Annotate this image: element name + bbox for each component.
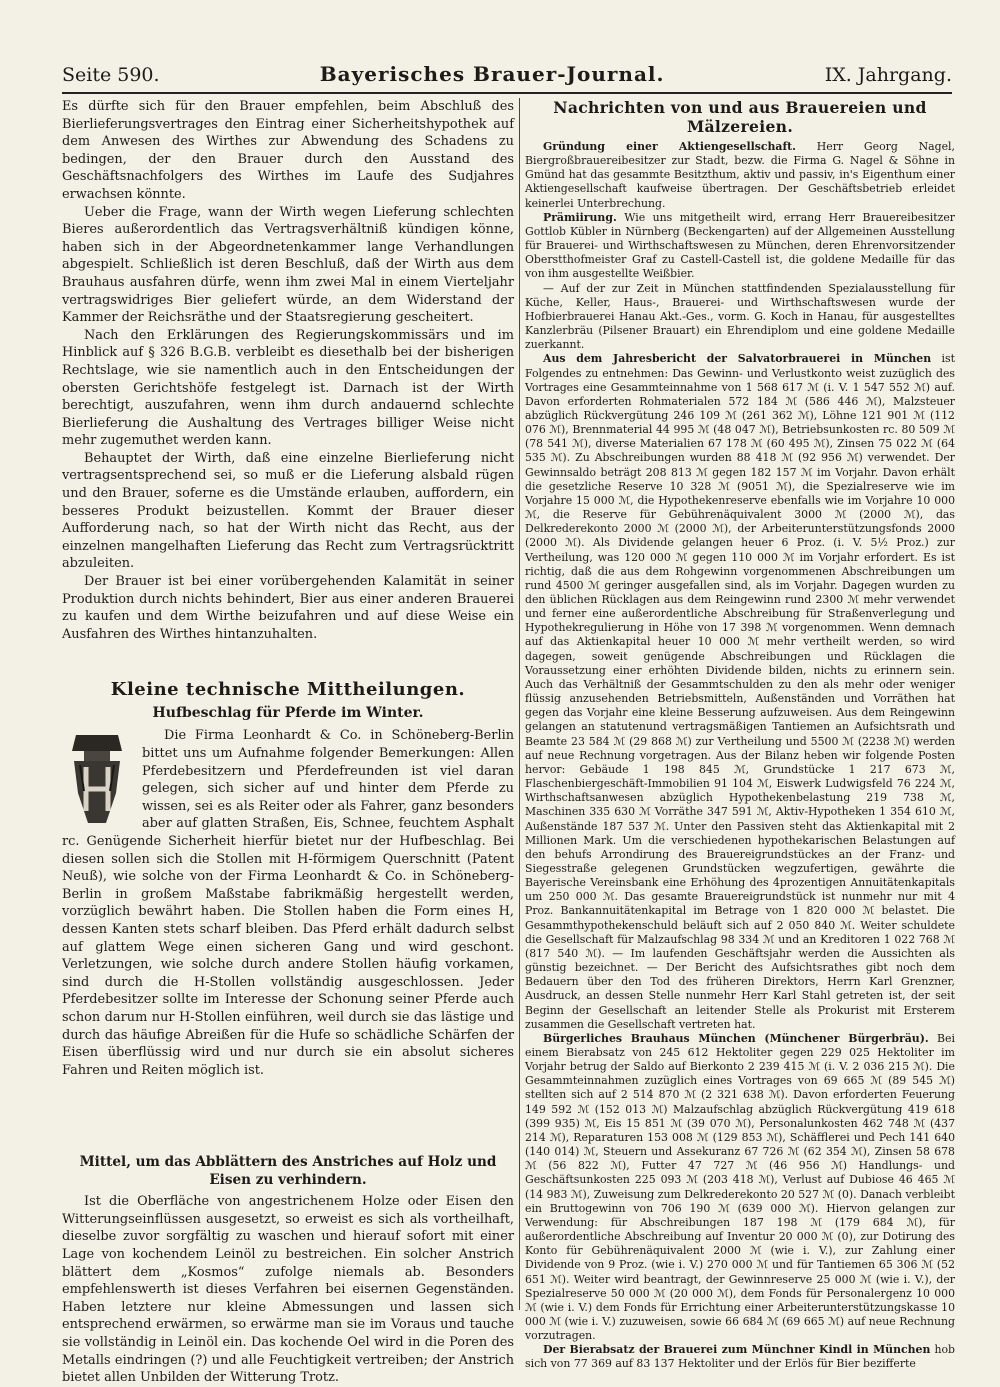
article-heading: Mittel, um das Abblättern des Anstriches auf Holz und Eisen zu verhindern. (79, 1154, 497, 1189)
volume-label: IX. Jahrgang. (824, 64, 952, 86)
news-item-text: hob sich von 77 369 auf 83 137 Hektoliter und der Erlös für Bier bezifferte (525, 1343, 955, 1371)
article-paragraph: Ist die Oberfläche von angestrichenem Holze oder Eisen den Witterungseinflüssen ausgesetzt, so erweist es sich als vortheilhaft, dieselbe zuvor sorgfältig zu waschen und hierauf sofort mit einer Lage von kochendem Leinöl zu bestreichen. Ein solcher Anstrich blättert dem „Kosmos“ zufolge niemals ab. Besonders empfehlenswerth ist dieses Verfahren bei eisernen Gegenständen. Haben letztere nur kleine Abmessungen und lassen sich entsprechend erwärmen, so erwärme man sie im Voraus und tauche sie vollständig in Leinöl ein. Das kochende Oel wird in die Poren des Metalls eindringen (?) und alle Feuchtigkeit vertreiben; der Anstrich bietet allen Unbilden der Witterung Trotz. (62, 1194, 514, 1386)
section-heading: Nachrichten von und aus Brauereien und Mälzereien. (553, 98, 927, 136)
news-item-lead: Bürgerliches Brauhaus München (Münchener Bürgerbräu). (543, 1031, 929, 1045)
right-column (525, 98, 955, 1371)
news-item (525, 140, 955, 211)
column-divider (519, 98, 520, 1310)
article-paragraph: Es dürfte sich für den Brauer empfehlen, beim Abschluß des Bierlieferungsvertrages den Eintrag einer Sicherheitshypothek auf dem Anwesen des Wirthes zur Abwendung des Schadens zu bedingen, der den Brauer durch den Ausstand des Geschäftsnachfolgers des Wirthes im Laufe des Sudjahres erwachsen könnte. (62, 99, 514, 202)
article-paragraph: Behauptet der Wirth, daß eine einzelne Bierlieferung nicht vertragsentsprechend sei, so muß er die Lieferung alsbald rügen und den Brauer, soferne es die Umstände erlauben, auffordern, ein besseres Produkt beizustellen. Kommt der Brauer dieser Aufforderung nach, so hat der Wirth nicht das Recht, aus der einzelnen mangelhaften Lieferung das Recht zum Vertragsrücktritt abzuleiten. (62, 450, 514, 572)
news-item-text: — Auf der zur Zeit in München stattfindenden Spezialausstellung für Küche, Keller, Haus-, Brauerei- und Wirthschaftswesen wurde der Hofbierbrauerei Hanau Akt.-Ges., vorm. G. Koch in Hanau, für ausgestelltes Kanzlerbräu (Pilsener Brauart) ein Ehrendiplom und eine goldene Medaille zuerkannt. (525, 281, 955, 352)
news-item (525, 352, 955, 1032)
news-item-text: Wie uns mitgetheilt wird, errang Herr Brauereibesitzer Gottlob Kübler in Nürnberg (Beckengarten) auf der Allgemeinen Ausstellung für Brauerei- und Wirthschaftswesen zu München, deren Ehrenvorsitzender Oberstthofmeister Graf zu Castell-Castell ist, die goldene Medaille für das von ihm ausgestellte Weißbier. (525, 210, 955, 281)
news-item-text: Herr Georg Nagel, Biergroßbrauereibesitzer zur Stadt, bezw. die Firma G. Nagel & Söhne in Gmünd hat das gesammte Besitzthum, aktiv und passiv, in's Eigenthum einer Aktiengesellschaft kaufweise übertragen. Der Geschäftsbetrieb erleidet keinerlei Unterbrechung. (525, 140, 955, 210)
news-item-lead: Der Bierabsatz der Brauerei zum Münchner Kindl in München (543, 1343, 931, 1357)
news-item-lead: Gründung einer Aktiengesellschaft. (543, 140, 796, 153)
news-item-text: ist Folgendes zu entnehmen: Das Gewinn- und Verlustkonto weist zuzüglich des Vortrages eine Gesammteinnahme von 1 568 617 ℳ (i. V. 1 547 552 ℳ) auf. Davon erforderten Rohmaterialen 572 184 ℳ (586 446 ℳ), Malzsteuer abzüglich Rückvergütung 246 109 ℳ (261 362 ℳ), Löhne 121 901 ℳ (112 076 ℳ), Brennmaterial 44 995 ℳ (48 047 ℳ), Betriebsunkosten rc. 80 509 ℳ (78 541 ℳ), diverse Materialien 67 178 ℳ (60 495 ℳ), Zinsen 75 022 ℳ (64 535 ℳ). Zu Abschreibungen wurden 88 418 ℳ (92 956 ℳ) verwendet. Der Gewinnsaldo beträgt 208 813 ℳ gegen 182 157 ℳ im Vorjahr. Davon erhält die gesetzliche Reserve 10 328 ℳ (9051 ℳ), die Spezialreserve wie im Vorjahre 15 000 ℳ, die Hypothekenreserve ebenfalls wie im Vorjahre 10 000 ℳ, die Reserve für Gebührenäquivalent 3000 ℳ (2000 ℳ), das Delkrederekonto 2000 ℳ (2000 ℳ), der Arbeiterunterstützungsfonds 2000 (2000 ℳ). Als Dividende gelangen heuer 6 Proz. (i. V. 5½ Proz.) zur Vertheilung, was 120 000 ℳ gegen 110 000 ℳ im Vorjahr erfordert. Es ist richtig, daß die aus dem Rohgewinn vorgenommenen Abschreibungen um rund 4500 ℳ geringer ausgefallen sind, als im Vorjahr. Dagegen wurden zu den üblichen Rücklagen aus dem Reingewinn rund 2300 ℳ mehr verwendet und ferner eine außerordentliche Abschreibung für Straßenverlegung und Hypothekregulierung in Höhe von 17 398 ℳ vorgenommen. Wenn demnach auf das Aktienkapital heuer 10 000 ℳ mehr vertheilt werden, so wird dagegen, soweit genügende Abschreibungen und Rücklagen die Voraussetzung einer erhöhten Dividende bilden, nichts zu erinnern sein. Auch das Verhältniß der Gesammtschulden zu den als mehr oder weniger flüssig anzusehenden Betriebsmitteln, Außenständen und Vorräthen hat gegen das Vorjahr eine kleine Besserung aufzuweisen. Aus dem Reingewinn gelangen an statutenund vertragsmäßigen Tantiemen an Aufsichtsrath und Beamte 23 584 ℳ (29 868 ℳ) zur Vertheilung und 5500 ℳ (2238 ℳ) werden auf neue Rechnung vorgetragen. Aus der Bilanz heben wir folgende Posten hervor: Gebäude 1 198 845 ℳ, Grundstücke 1 217 673 ℳ, Flaschenbiergeschäft-Immobilien 91 104 ℳ, Eiswerk Ludwigsfeld 76 224 ℳ, Wirthschaftsanwesen abzüglich Hypothekenbelastung 219 738 ℳ, Maschinen 335 630 ℳ Vorräthe 347 591 ℳ, Aktiv-Hypotheken 1 354 610 ℳ, Außenstände 187 537 ℳ. Unter den Passiven steht das Aktienkapital mit 2 Millionen Mark. Um die verschiedenen hypothekarischen Belastungen auf den behufs Arrondirung des Brauereigrundstückes an der Franz- und Siegesstraße gelegenen Grundstücken wegzufertigen, gewährte die Bayerische Vereinsbank eine Erhöhung des 4prozentigen Annuitätenkapitals um 250 000 ℳ. Das gesamte Brauereigrundstück ist nunmehr nur mit 4 Proz. Bankannuitätenkapital im Betrage von 1 820 000 ℳ belastet. Die Gesammthypothekenschuld beläuft sich auf 2 050 840 ℳ. Weiter schuldete die Gesellschaft für Malzaufschlag 98 334 ℳ und an Kreditoren 1 022 768 ℳ (817 540 ℳ). — Im laufenden Geschäftsjahr werden die Aussichten als günstig bezeichnet. — Der Bericht des Aufsichtsrathes gibt noch dem Bedauern über den Tod des früheren Direktors, Herrn Karl Grenzner, Ausdruck, an dessen Stelle nunmehr Herr Karl Stahl getreten ist, der seit Beginn der Gesellschaft an leitender Stelle als Prokurist mit Ersterem zusammen die Gesellschaft vertreten hat. (525, 352, 955, 1031)
page-header (62, 62, 952, 92)
article-paragraph: Ueber die Frage, wann der Wirth wegen Lieferung schlechten Bieres außerordentlich das Vertragsverhältniß kündigen könne, haben sich in der Abgeordnetenkammer lange Verhandlungen abgespielt. Schließlich ist deren Beschluß, daß der Wirth aus dem Brauhaus ausfahren dürfe, wenn ihm zwei Mal in einem Vierteljahr vertragswidriges Bier geliefert würde, an dem Widerstand der Kammer der Reichsräthe und der Staatsregierung gescheitert. (62, 204, 514, 326)
left-column (62, 98, 514, 1386)
section-heading: Kleine technische Mittheilungen. (110, 679, 466, 701)
page-number: Seite 590. (62, 64, 160, 86)
article-subheading: Hufbeschlag für Pferde im Winter. (152, 705, 424, 722)
news-item (525, 1343, 955, 1371)
news-item (525, 282, 955, 353)
news-item-lead: Prämiirung. (543, 210, 617, 224)
horseshoe-stud-illustration (62, 731, 132, 827)
article-paragraph: Nach den Erklärungen des Regierungskommissärs und im Hinblick auf § 326 B.G.B. verbleibt es diesethalb bei der bisherigen Rechtslage, wie sie namentlich auch in den Entscheidungen der obersten Gerichtshöfe festgelegt ist. Darnach ist der Wirth berechtigt, auszufahren, wenn ihm durch andauernd schlechte Bierlieferung die Aushaltung des Vertrages billiger Weise nicht mehr zugemuthet werden kann. (62, 327, 514, 449)
news-item-text: Bei einem Bierabsatz von 245 612 Hektoliter gegen 229 025 Hektoliter im Vorjahr betrug der Saldo auf Bierkonto 2 239 415 ℳ (i. V. 2 036 215 ℳ). Die Gesammteinnahmen zuzüglich eines Vortrages von 69 665 ℳ (89 545 ℳ) stellten sich auf 2 514 870 ℳ (2 321 638 ℳ). Davon erforderten Feuerung 149 592 ℳ (152 013 ℳ) Malzaufschlag abzüglich Rückvergütung 419 618 (399 935) ℳ, Eis 15 851 ℳ (39 070 ℳ), Personalunkosten 462 748 ℳ (437 214 ℳ), Reparaturen 153 008 ℳ (129 853 ℳ), Schäfflerei und Pech 141 640 (140 014) ℳ, Steuern und Assekuranz 67 726 ℳ (62 354 ℳ), Zinsen 58 678 ℳ (56 822 ℳ), Futter 47 727 ℳ (46 956 ℳ) Handlungs- und Geschäftsunkosten 225 093 ℳ (203 418 ℳ), Verlust auf Dubiose 46 465 ℳ (14 983 ℳ), Zuweisung zum Delkrederekonto 20 527 ℳ (0). Danach verbleibt ein Bruttogewinn von 706 190 ℳ (639 000 ℳ). Hiervon gelangen zur Verwendung: für Abschreibungen 187 198 ℳ (179 684 ℳ), für außerordentliche Abschreibung auf Inventur 20 000 ℳ (0), zur Dotirung des Konto für Gebührenäquivalent 2000 ℳ (wie i. V.), zur Zahlung einer Dividende von 9 Proz. (wie i. V.) 270 000 ℳ und für Tantiemen 65 306 ℳ (52 651 ℳ). Weiter wird beantragt, der Gewinnreserve 25 000 ℳ (wie i. V.), der Spezialreserve 50 000 ℳ (20 000 ℳ), dem Fonds für Personalergenz 10 000 ℳ (wie i. V.) dem Fonds für Errichtung einer Arbeiterunterstützungskasse 10 000 ℳ (wie i. V.) zuzuweisen, sowie 66 684 ℳ (69 665 ℳ) auf neue Rechnung vorzutragen. (525, 1031, 955, 1343)
news-item (525, 211, 955, 282)
news-item-lead: Aus dem Jahresbericht der Salvatorbrauerei in München (543, 352, 932, 366)
journal-title: Bayerisches Brauer-Journal. (319, 62, 665, 86)
news-item (525, 1032, 955, 1343)
header-rule (62, 92, 952, 94)
article-paragraph: Der Brauer ist bei einer vorübergehenden Kalamität in seiner Produktion durch nichts behindert, Bier aus einer anderen Brauerei zu kaufen und dem Wirthe beizufahren und auf diese Weise ein Ausfahren des Wirthes hintanzuhalten. (62, 574, 514, 642)
article-paragraph: Die Firma Leonhardt & Co. in Schöneberg-Berlin bittet uns um Aufnahme folgender Bemerkungen: Allen Pferdebesitzern und Pferdefreunden ist viel daran gelegen, sich sicher auf und hinter dem Pferde zu wissen, sei es als Reiter oder als Fahrer, ganz besonders aber auf glatten Straßen, Eis, Schnee, feuchtem Asphalt rc. Genügende Sicherheit hierfür bietet nur der Hufbeschlag. Bei diesen sollen sich die Stollen mit H-förmigem Querschnitt (Patent Neuß), wie solche von der Firma Leonhardt & Co. in Schöneberg-Berlin in großem Maßstabe fabrikmäßig hergestellt werden, vorzüglich bewährt haben. Die Stollen haben die Form eines H, dessen Kanten stets scharf bleiben. Das Pferd erhält dadurch selbst auf glattem Wege einen sicheren Gang und wird geschont. Verletzungen, wie solche durch andere Stollen häufig vorkamen, sind durch die H-Stollen vollständig ausgeschlossen. Jeder Pferdebesitzer sollte im Interesse der Schonung seiner Pferde auch schon darum nur H-Stollen einführen, weil durch sie das lästige und durch das häufige Abreißen für die Hufe so schädliche Schärfen der Eisen überflüssig wird und nur durch sie ein absolut sicheres Fahren und Reiten möglich ist. (62, 728, 514, 1078)
